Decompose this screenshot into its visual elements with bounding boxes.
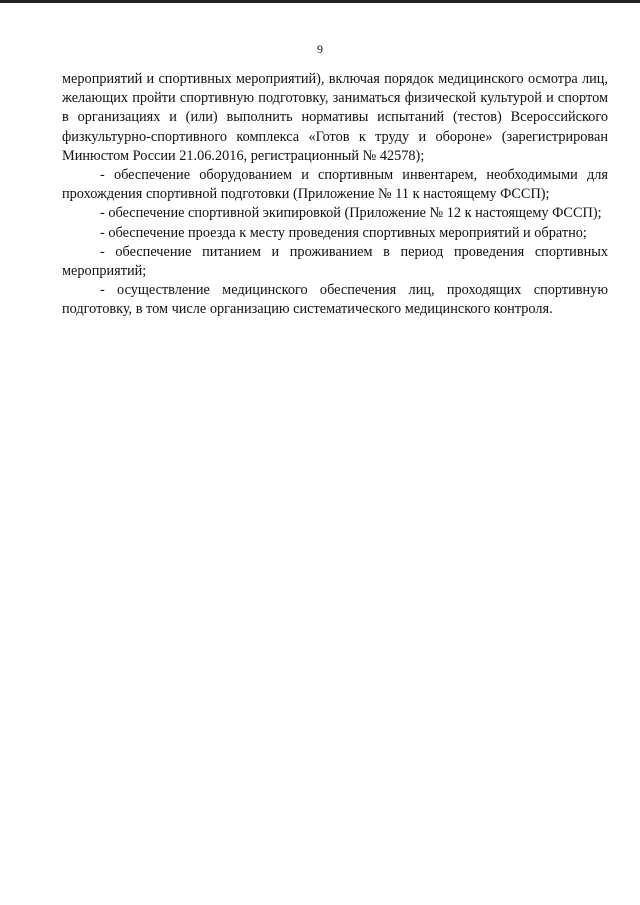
page-number: 9 — [317, 42, 323, 56]
document-body — [62, 70, 608, 320]
list-item-equipment: - обеспечение оборудованием и спортивным инвентарем, необходимыми для прохождения спортивной подготовки (Приложение № 11 к настоящему ФССП); — [62, 167, 608, 203]
list-item-outfit: - обеспечение спортивной экипировкой (Приложение № 12 к настоящему ФССП); — [100, 205, 602, 222]
paragraph-continuation: мероприятий и спортивных мероприятий), включая порядок медицинского осмотра лиц, желающих пройти спортивную подготовку, заниматься физической культурой и спортом в организациях и (или) выполнить нормативы испытаний (тестов) Всероссийского физкультурно-спортивного комплекса «Готов к труду и обороне» (зарегистрирован Минюстом России 21.06.2016, регистрационный № 42578); — [62, 71, 608, 164]
scan-top-border — [0, 0, 640, 3]
list-item-medical: - осуществление медицинского обеспечения лиц, проходящих спортивную подготовку, в том числе организацию систематического медицинского контроля. — [62, 282, 608, 318]
list-item-food-lodging: - обеспечение питанием и проживанием в период проведения спортивных мероприятий; — [62, 243, 608, 280]
list-item-travel: - обеспечение проезда к месту проведения спортивных мероприятий и обратно; — [100, 224, 587, 241]
